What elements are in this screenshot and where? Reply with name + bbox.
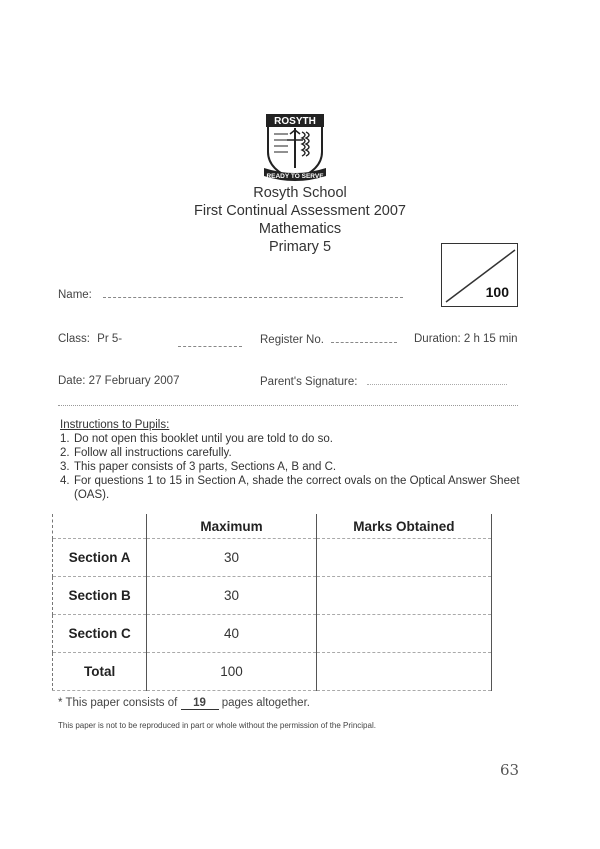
score-box xyxy=(441,243,518,307)
instructions-heading-text: Instructions to Pupils: xyxy=(60,419,170,431)
section-obtained[interactable] xyxy=(316,539,491,577)
header-marks-obtained: Marks Obtained xyxy=(316,514,491,539)
table-row xyxy=(53,615,492,653)
class-label-group xyxy=(58,333,122,345)
page-number: 63 xyxy=(500,761,520,779)
instruction-item xyxy=(60,432,530,446)
section-maximum: 40 xyxy=(147,615,316,653)
section-obtained[interactable] xyxy=(316,577,491,615)
instructions-heading xyxy=(60,419,169,431)
section-name: Section A xyxy=(53,539,147,577)
section-maximum: 30 xyxy=(147,539,316,577)
copyright-notice: This paper is not to be reproduced in part or whole without the permission of the Principal. xyxy=(58,721,376,730)
score-total: 100 xyxy=(485,284,509,300)
svg-text:READY TO SERVE: READY TO SERVE xyxy=(266,173,324,180)
pages-note xyxy=(58,697,310,710)
signature-row xyxy=(260,375,507,388)
section-name: Section B xyxy=(53,577,147,615)
signature-line[interactable] xyxy=(367,375,507,385)
name-row xyxy=(58,288,403,301)
pages-count: 19 xyxy=(181,697,219,710)
name-label: Name: xyxy=(58,289,92,301)
instruction-text: Follow all instructions carefully. xyxy=(74,447,232,459)
class-label: Class: xyxy=(58,333,90,345)
header-blank xyxy=(53,514,147,539)
level-title: Primary 5 xyxy=(268,239,332,255)
register-label: Register No. xyxy=(260,334,324,346)
marks-table-header xyxy=(53,514,492,539)
name-line[interactable] xyxy=(103,288,403,298)
school-name: Rosyth School xyxy=(253,185,347,201)
subject-title: Mathematics xyxy=(258,221,342,237)
instruction-text: For questions 1 to 15 in Section A, shade the correct ovals on the Optical Answer Sheet (OAS). xyxy=(74,475,520,501)
instructions-list xyxy=(60,432,530,502)
class-line[interactable] xyxy=(178,337,242,347)
pages-prefix: * This paper consists of xyxy=(58,697,178,709)
instruction-item xyxy=(60,446,530,460)
register-line[interactable] xyxy=(331,333,397,343)
marks-table xyxy=(52,514,492,691)
header-maximum: Maximum xyxy=(200,518,263,534)
section-maximum: 30 xyxy=(147,577,316,615)
section-obtained[interactable] xyxy=(316,615,491,653)
instruction-text: This paper consists of 3 parts, Sections A, B and C. xyxy=(74,461,337,473)
total-label: Total xyxy=(53,653,147,691)
total-obtained[interactable] xyxy=(316,653,491,691)
table-row-total xyxy=(53,653,492,691)
total-maximum: 100 xyxy=(147,653,316,691)
exam-title: First Continual Assessment 2007 xyxy=(194,203,406,219)
school-crest-logo xyxy=(262,112,328,184)
pages-suffix: pages altogether. xyxy=(221,697,310,709)
instruction-number: 3. xyxy=(60,461,70,473)
instruction-number: 4. xyxy=(60,475,70,487)
divider xyxy=(58,405,518,406)
section-name: Section C xyxy=(53,615,147,653)
class-value: Pr 5- xyxy=(97,333,123,345)
table-row xyxy=(53,577,492,615)
register-row xyxy=(260,333,397,346)
instruction-item xyxy=(60,460,530,474)
instruction-item xyxy=(60,474,530,502)
instruction-text: Do not open this booklet until you are told to do so. xyxy=(74,433,333,445)
duration-text: Duration: 2 h 15 min xyxy=(414,333,518,345)
table-row xyxy=(53,539,492,577)
date-text: Date: 27 February 2007 xyxy=(58,375,180,387)
instruction-number: 1. xyxy=(60,433,70,445)
signature-label: Parent's Signature: xyxy=(260,376,358,388)
svg-text:ROSYTH: ROSYTH xyxy=(274,116,316,127)
instruction-number: 2. xyxy=(60,447,70,459)
